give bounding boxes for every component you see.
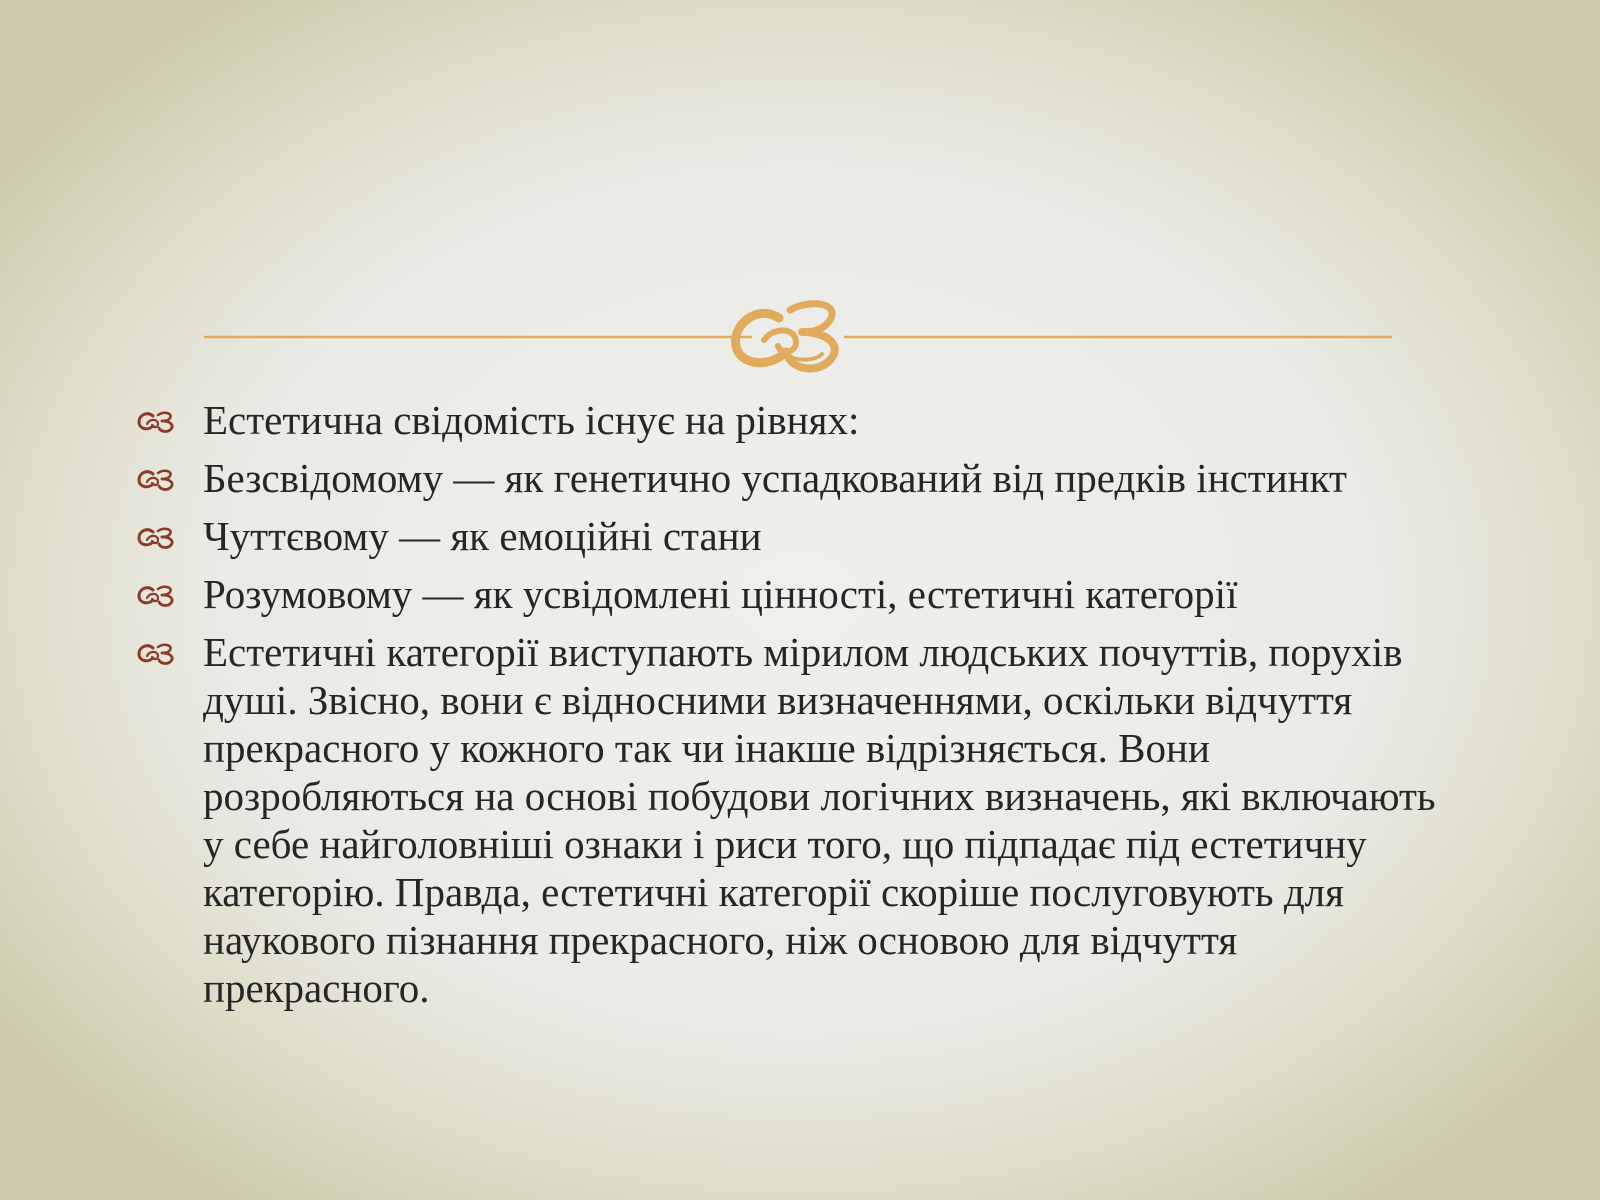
- swash-bullet-icon: [136, 642, 178, 666]
- bullet-text: Розумовому — як усвідомлені цінності, естетичні категорії: [203, 571, 1238, 617]
- title-divider: [204, 296, 1392, 376]
- bullet-item-3: [136, 512, 1456, 560]
- bullet-text: Естетичні категорії виступають мірилом людських почуттів, порухів душі. Звісно, вони є відносними визначеннями, оскільки відчуття прекрасного у кожного так чи інакше відрізняється. Вони розробляються на основі побудови логічних визначень, які включають у себе найголовніші ознаки і риси того, що підпадає під естетичну категорію. Правда, естетичні категорії скоріше послуговують для наукового пізнання прекрасного, ніж основою для відчуття прекрасного.: [203, 629, 1436, 1011]
- bullet-list: [136, 396, 1456, 1022]
- swash-bullet-icon: [136, 410, 178, 434]
- bullet-text: Безсвідомому — як генетично успадкований від предків інстинкт: [203, 455, 1347, 501]
- bullet-item-1: [136, 396, 1456, 444]
- swash-bullet-icon: [136, 526, 178, 550]
- swash-bullet-icon: [136, 468, 178, 492]
- bullet-item-5: [136, 628, 1456, 1012]
- swash-bullet-icon: [136, 584, 178, 608]
- bullet-text: Естетична свідомість існує на рівнях:: [203, 397, 860, 443]
- bullet-item-2: [136, 454, 1456, 502]
- bullet-item-4: [136, 570, 1456, 618]
- bullet-text: Чуттєвому — як емоційні стани: [203, 513, 762, 559]
- divider-svg: [204, 296, 1392, 376]
